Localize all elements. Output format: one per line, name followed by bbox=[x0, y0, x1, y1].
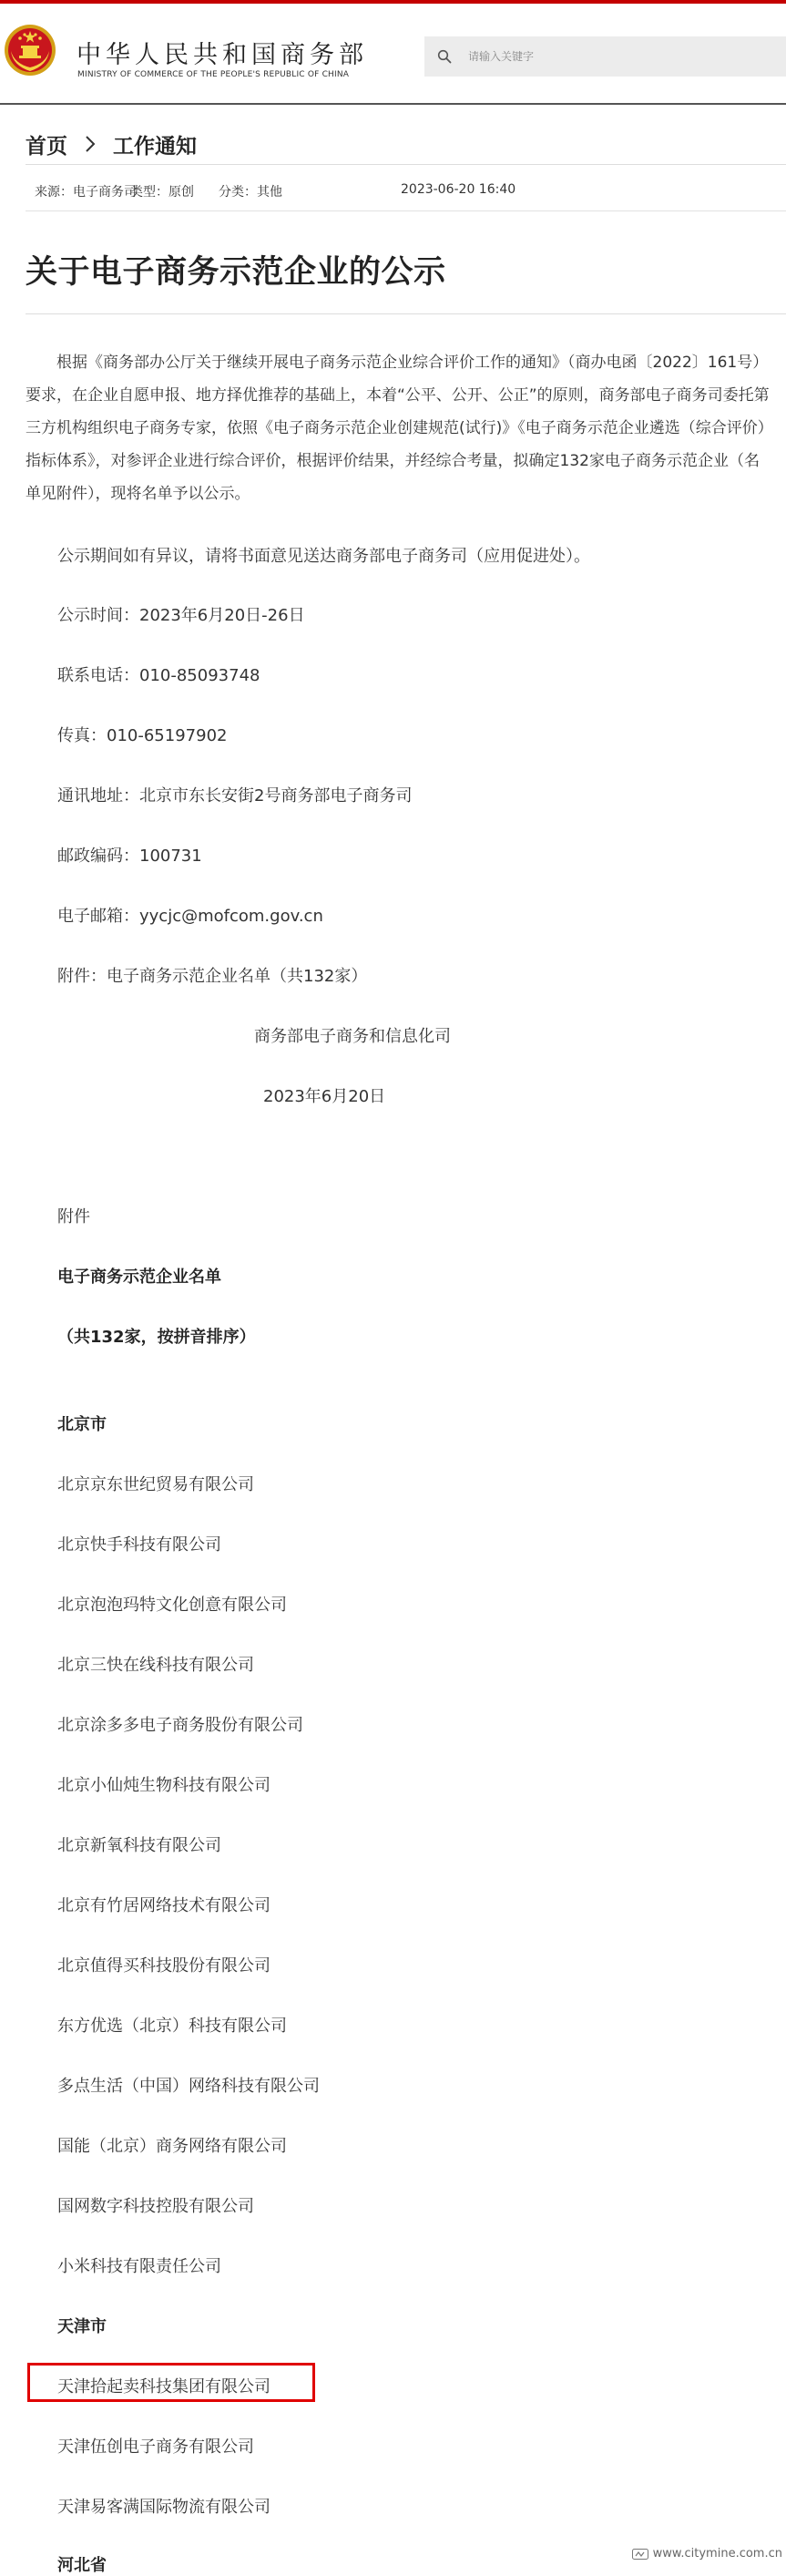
search-bar bbox=[424, 36, 786, 77]
title-divider bbox=[26, 313, 786, 314]
list-item: 北京新氧科技有限公司 bbox=[57, 1836, 221, 1855]
breadcrumb-current-link[interactable]: 工作通知 bbox=[113, 134, 197, 159]
contact-phone: 联系电话：010-85093748 bbox=[57, 666, 260, 685]
list-item: 天津伍创电子商务有限公司 bbox=[57, 2437, 254, 2457]
site-title[interactable]: 中华人民共和国商务部 bbox=[77, 41, 368, 69]
meta-divider bbox=[26, 210, 786, 211]
chevron-right-icon bbox=[67, 135, 113, 153]
region-heading: 河北省 bbox=[57, 2556, 107, 2575]
breadcrumb bbox=[26, 128, 197, 160]
attachment-link[interactable]: 附件：电子商务示范企业名单（共132家） bbox=[57, 967, 368, 986]
search-icon[interactable] bbox=[424, 36, 464, 77]
list-item: 北京小仙炖生物科技有限公司 bbox=[57, 1776, 271, 1795]
list-item: 国能（北京）商务网络有限公司 bbox=[57, 2137, 287, 2156]
list-title: 电子商务示范企业名单 bbox=[57, 1267, 221, 1287]
list-item: 北京三快在线科技有限公司 bbox=[57, 1656, 254, 1675]
annex-label: 附件 bbox=[57, 1207, 90, 1226]
mailing-address: 通讯地址：北京市东长安街2号商务部电子商务司 bbox=[57, 786, 413, 806]
list-item: 北京泡泡玛特文化创意有限公司 bbox=[57, 1596, 287, 1615]
meta-type: 类型：原创 bbox=[130, 185, 194, 200]
signature-date: 2023年6月20日 bbox=[263, 1087, 386, 1106]
meta-category: 分类：其他 bbox=[219, 185, 282, 200]
header-divider bbox=[0, 103, 786, 105]
search-input[interactable] bbox=[464, 38, 786, 75]
list-subtitle: （共132家，按拼音排序） bbox=[57, 1328, 256, 1347]
list-item: 北京涂多多电子商务股份有限公司 bbox=[57, 1716, 303, 1735]
watermark-logo-icon bbox=[632, 2549, 648, 2560]
region-heading: 天津市 bbox=[57, 2317, 107, 2336]
list-item: 国网数字科技控股有限公司 bbox=[57, 2197, 254, 2216]
objection-notice: 公示期间如有异议，请将书面意见送达商务部电子商务司（应用促进处）。 bbox=[57, 547, 590, 566]
meta-source: 来源：电子商务司 bbox=[35, 185, 137, 200]
list-item: 多点生活（中国）网络科技有限公司 bbox=[57, 2077, 320, 2096]
article-title: 关于电子商务示范企业的公示 bbox=[26, 254, 446, 291]
list-item: 天津易客满国际物流有限公司 bbox=[57, 2498, 271, 2517]
national-emblem-icon bbox=[4, 24, 56, 77]
site-subtitle: MINISTRY OF COMMERCE OF THE PEOPLE'S REPUBLIC OF CHINA bbox=[77, 70, 350, 79]
meta-date: 2023-06-20 16:40 bbox=[401, 182, 516, 197]
region-heading: 北京市 bbox=[57, 1415, 107, 1434]
list-item: 北京快手科技有限公司 bbox=[57, 1535, 221, 1555]
watermark-text: www.citymine.com.cn bbox=[652, 2547, 782, 2561]
list-item: 小米科技有限责任公司 bbox=[57, 2257, 221, 2276]
site-header bbox=[0, 4, 786, 100]
breadcrumb-home-link[interactable]: 首页 bbox=[26, 134, 67, 159]
fax-number: 传真：010-65197902 bbox=[57, 726, 228, 745]
postal-code: 邮政编码：100731 bbox=[57, 847, 202, 866]
email-address[interactable]: 电子邮箱：yycjc@mofcom.gov.cn bbox=[57, 907, 323, 926]
breadcrumb-divider bbox=[26, 164, 786, 165]
list-item: 北京值得买科技股份有限公司 bbox=[57, 1956, 271, 1976]
watermark bbox=[632, 2547, 782, 2561]
publicity-period: 公示时间：2023年6月20日-26日 bbox=[57, 606, 305, 625]
intro-paragraph: 根据《商务部办公厅关于继续开展电子商务示范企业综合评价工作的通知》（商办电函〔2022〕161号）要求，在企业自愿申报、地方择优推荐的基础上，本着“公平、公开、公正”的原则，商务部电子商务司委托第三方机构组织电子商务专家，依照《电子商务示范企业创建规范(试行)》《电子商务示范企业遴选（综合评价）指标体系》，对参评企业进行综合评价，根据评价结果，并经综合考量，拟确定132家电子商务示范企业（名单见附件），现将名单予以公示。 bbox=[26, 354, 770, 503]
list-item: 北京有竹居网络技术有限公司 bbox=[57, 1896, 271, 1915]
list-item: 北京京东世纪贸易有限公司 bbox=[57, 1475, 254, 1494]
list-item-highlighted: 天津拾起卖科技集团有限公司 bbox=[57, 2377, 271, 2396]
signature-department: 商务部电子商务和信息化司 bbox=[254, 1027, 451, 1046]
list-item: 东方优选（北京）科技有限公司 bbox=[57, 2017, 287, 2036]
